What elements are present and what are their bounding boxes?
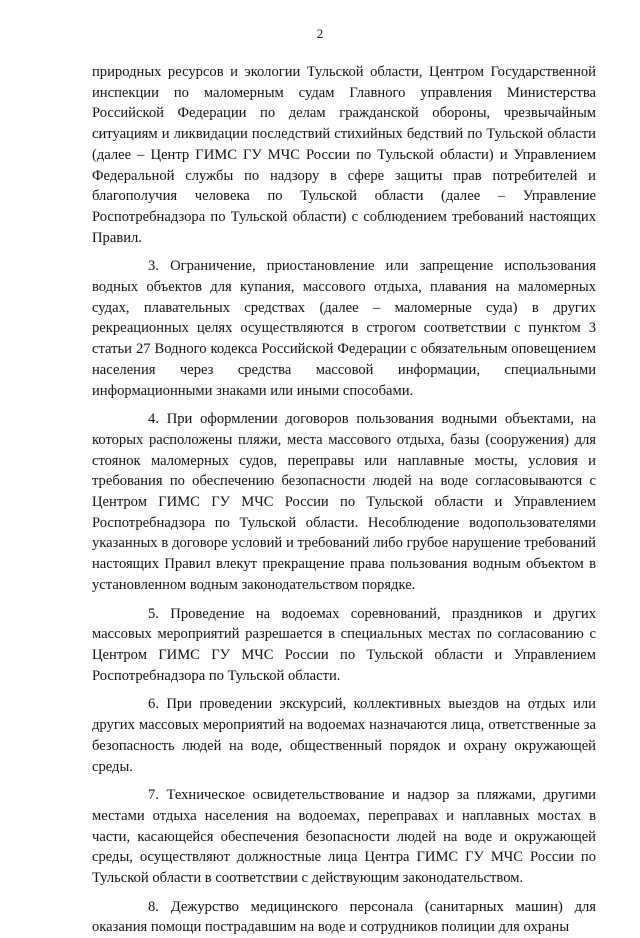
paragraph-item-6: 6. При проведении экскурсий, коллективных выездов на отдых или других массовых мероприятий на водоемах назначаются лица, ответственные за безопасность людей на воде, общественный порядок и охрану окружающей среды.	[92, 696, 596, 775]
paragraph-item-8: 8. Дежурство медицинского персонала (санитарных машин) для оказания помощи пострадавшим на воде и сотрудников полиции для охраны	[92, 898, 596, 936]
document-body	[92, 62, 596, 938]
paragraph-item-7: 7. Техническое освидетельствование и надзор за пляжами, другими местами отдыха населения на водоемах, переправах и наплавных мостах в части, касающейся обеспечения безопасности людей на воде и окружающей среды, осуществляют должностные лица Центра ГИМС ГУ МЧС России по Тульской области в соответствии с действующим законодательством.	[92, 787, 596, 887]
paragraph-item-5: 5. Проведение на водоемах соревнований, праздников и других массовых мероприятий разрешается в специальных местах по согласованию с Центром ГИМС ГУ МЧС России по Тульской области и Управлением Роспотребнадзора по Тульской области.	[92, 605, 596, 684]
paragraph-item-4: 4. При оформлении договоров пользования водными объектами, на которых расположены пляжи, места массового отдыха, базы (сооружения) для стоянок маломерных судов, переправы или наплавные мосты, условия и требования по обеспечению безопасности людей на воде согласовываются с Центром ГИМС ГУ МЧС России по Тульской области и Управлением Роспотребнадзора по Тульской области. Несоблюдение водопользователями указанных в договоре условий и требований либо грубое нарушение требований настоящих Правил влекут прекращение права пользования водным объектом в установленном водным законодательством порядке.	[92, 411, 596, 593]
page-number: 2	[316, 26, 324, 41]
paragraph-continuation: природных ресурсов и экологии Тульской области, Центром Государственной инспекции по маломерным судам Главного управления Министерства Российской Федерации по делам гражданской обороны, чрезвычайным ситуациям и ликвидации последствий стихийных бедствий по Тульской области (далее – Центр ГИМС ГУ МЧС России по Тульской области) и Управлением Федеральной службы по надзору в сфере защиты прав потребителей и благополучия человека по Тульской области (далее – Управление Роспотребнадзора по Тульской области) с соблюдением требований настоящих Правил.	[92, 64, 596, 246]
paragraph-item-3: 3. Ограничение, приостановление или запрещение использования водных объектов для купания, массового отдыха, плавания на маломерных судах, плавательных средствах (далее – маломерные суда) в других рекреационных целях осуществляются в строгом соответствии с пунктом 3 статьи 27 Водного кодекса Российской Федерации с обязательным оповещением населения через средства массовой информации, специальными информационными знаками или иными способами.	[92, 258, 596, 399]
